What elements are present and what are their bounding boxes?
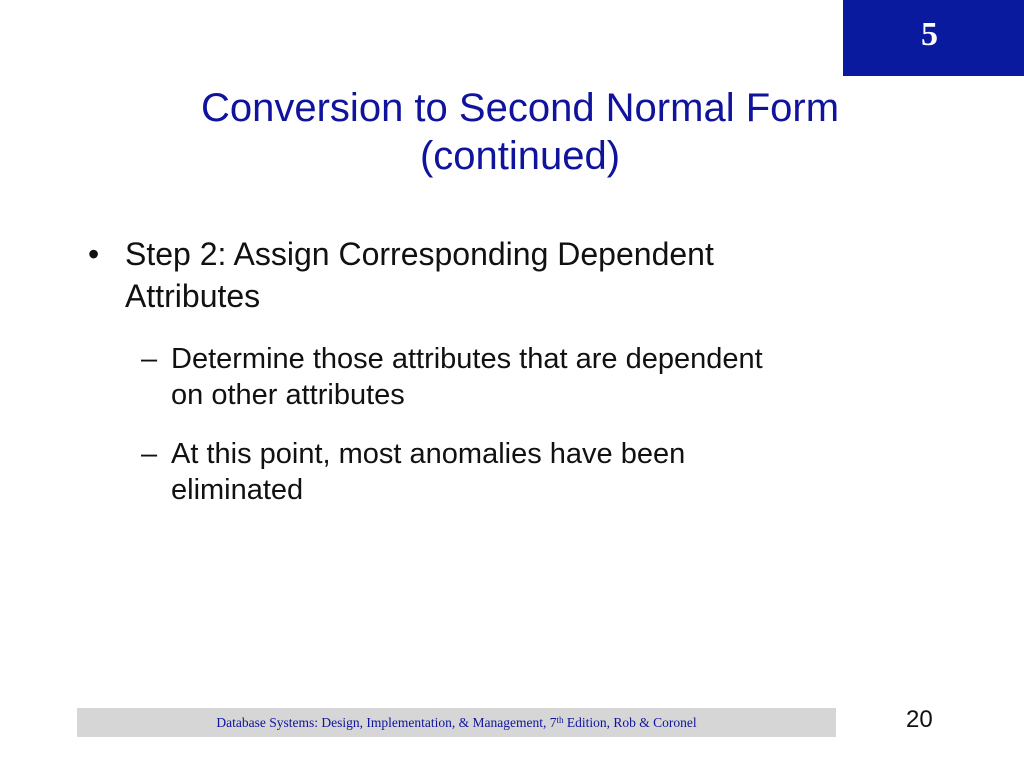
sub-bullet-item: [141, 341, 941, 413]
footer-citation: [77, 708, 836, 737]
page-number: 20: [906, 706, 933, 733]
slide-title-line-2: (continued): [419, 134, 621, 178]
sub-bullet-text-line-1: At this point, most anomalies have been: [171, 438, 686, 470]
bullet-text-line-2: Attributes: [125, 278, 261, 314]
footer-text-main: Database Systems: Design, Implementation, & Management, 7: [216, 715, 557, 730]
footer-text-end: Edition, Rob & Coronel: [563, 715, 697, 730]
sub-bullet-item: [141, 436, 941, 508]
slide-title-line-1: Conversion to Second Normal Form: [200, 86, 840, 130]
sub-bullet-text: [171, 436, 941, 508]
bullet-item: [88, 233, 908, 317]
footer-superscript: th: [556, 715, 564, 725]
sub-bullet-marker: –: [141, 343, 158, 375]
sub-bullet-text-line-2: on other attributes: [171, 379, 405, 411]
sub-bullet-marker: –: [141, 438, 158, 470]
bullet-text: [125, 233, 908, 317]
bullet-marker: •: [88, 236, 100, 272]
sub-bullet-text-line-2: eliminated: [171, 474, 304, 506]
chapter-number: 5: [921, 16, 938, 53]
sub-bullet-text: [171, 341, 941, 413]
bullet-text-line-1: Step 2: Assign Corresponding Dependent: [125, 236, 714, 272]
sub-bullet-text-line-1: Determine those attributes that are dependent: [171, 343, 763, 375]
